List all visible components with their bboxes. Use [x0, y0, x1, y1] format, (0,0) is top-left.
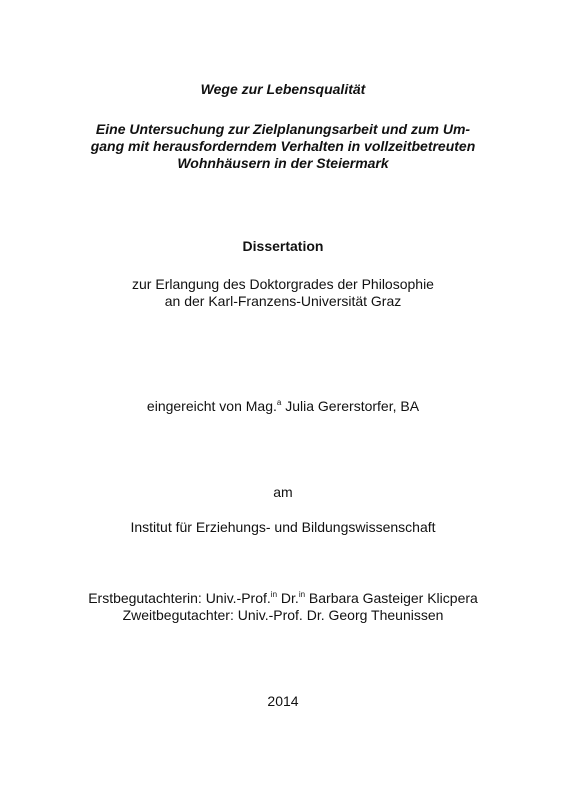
submitted-by: [0, 398, 566, 415]
at-word: am: [273, 484, 293, 500]
purpose-line-1: zur Erlangung des Doktorgrades der Philosophie: [132, 276, 434, 292]
thesis-title: Wege zur Lebensqualität: [200, 81, 366, 97]
document-type: Dissertation: [242, 238, 324, 254]
institute: Institut für Erziehungs- und Bildungswissenschaft: [130, 519, 436, 535]
subtitle-line-1: Eine Untersuchung zur Zielplanungsarbeit und zum Um-: [95, 121, 471, 137]
author-name: Julia Gererstorfer, BA: [281, 398, 420, 414]
first-reviewer: [0, 590, 566, 607]
first-reviewer-middle: Dr.: [277, 590, 299, 606]
first-reviewer-prefix: Erstbegutachterin: Univ.-Prof.: [88, 590, 271, 606]
subtitle-line-3: Wohnhäusern in der Steiermark: [177, 155, 389, 171]
year: 2014: [267, 693, 299, 709]
second-reviewer: Zweitbegutachter: Univ.-Prof. Dr. Georg Theunissen: [122, 607, 444, 623]
subtitle-line-2: gang mit herausforderndem Verhalten in vollzeitbetreuten: [90, 138, 476, 154]
first-reviewer-name: Barbara Gasteiger Klicpera: [305, 590, 478, 606]
first-reviewer-sup-1: in: [270, 590, 278, 599]
submitted-prefix: eingereicht von Mag.: [146, 398, 277, 414]
submitted-sup: a: [276, 398, 282, 407]
purpose-line-2: an der Karl-Franzens-Universität Graz: [164, 293, 402, 309]
first-reviewer-sup-2: in: [298, 590, 306, 599]
